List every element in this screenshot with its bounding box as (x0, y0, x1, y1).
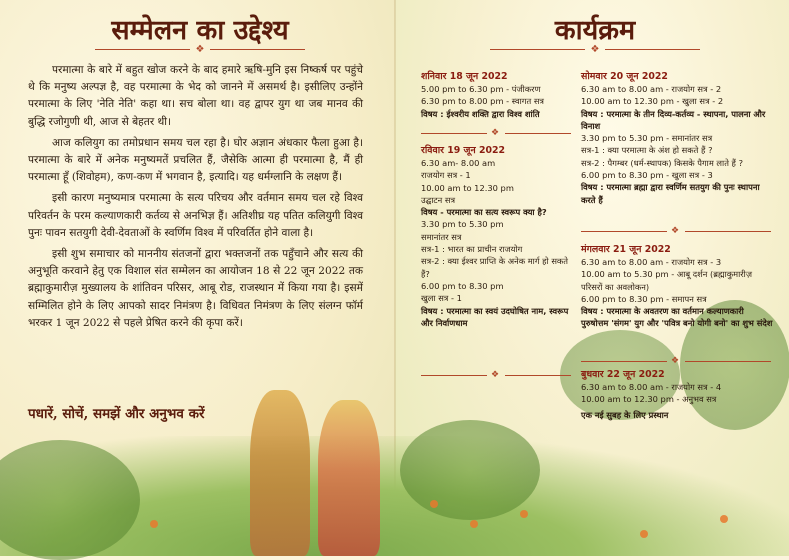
day-title: बुधवार 22 जून 2022 (581, 369, 665, 380)
schedule-column-1 (421, 70, 571, 120)
schedule-line: सत्र-2 : क्या ईश्वर प्राप्ति के अनेक मार्ग हो सकते हैं? (421, 256, 569, 279)
schedule-line: 10.00 am to 5.30 pm - आबू दर्शन (ब्रह्माकुमारीज़ परिसरों का अवलोकन) (581, 269, 752, 292)
session-theme: विषय : परमात्मा ब्रह्मा द्वारा स्वर्णिम सतयुग की पुनः स्थापना करते हैं (581, 182, 760, 205)
schedule-line: सत्र-1 : क्या परमात्मा के अंश हो सकते हैं ? (581, 145, 713, 156)
schedule-line: समानांतर सत्र (421, 231, 462, 242)
schedule-line: 5.00 pm to 6.30 pm - पंजीकरण (421, 84, 541, 94)
ornament-divider: ❖ (421, 372, 571, 380)
ornament-divider: ❖ (581, 358, 771, 366)
tree-decoration (400, 420, 540, 520)
ornament-divider: ❖ (421, 130, 571, 138)
session-theme: एक नई सुबह के लिए प्रस्थान (581, 409, 669, 420)
deity-figure-krishna (250, 390, 310, 556)
paragraph: परमात्मा के बारे में बहुत खोज करने के बाद हमारे ऋषि-मुनि इस निष्कर्ष पर पहुंचे थे कि मनुष्य अल्पज्ञ है, वह परमात्मा के भेद को जानने में असमर्थ है। इसीलिए उन्होंने परमात्मा के लिए 'नेति नेति' कहा था। सच बोला था। वह द्वापर युग था जब मानव की बुद्धि रजोगुणी थी, आज से बेहतर थी। (28, 64, 363, 128)
ornament-divider: ❖ (95, 45, 305, 55)
paragraph: इसी शुभ समाचार को माननीय संतजनों द्वारा भक्तजनों तक पहुँचाने और सत्य की अनुभूति करवाने हेतु एक विशाल संत सम्मेलन का आयोजन 18 से 22 जून 2022 तक ब्रह्माकुमारीज़ मुख्यालय के शांतिवन परिसर, आबू रोड, राजस्थान में किया गया है। इसमें सम्मिलित होने के लिए आपको सादर निमंत्रण है। विधिवत निमंत्रण के लिए संलग्न फॉर्म भरकर 1 जून 2022 से पहले प्रेषित करने की कृपा करें। (28, 248, 363, 329)
flower-decoration (470, 520, 478, 528)
day-block-saturday (421, 70, 571, 120)
day-title: मंगलवार 21 जून 2022 (581, 244, 671, 255)
schedule-line: सत्र-1 : भारत का प्राचीन राजयोग (421, 244, 523, 255)
session-theme: विषय : परमात्मा के अवतरण का वर्तमान कल्याणकारी पुरुषोत्तम 'संगम' युग और 'पवित्र बनो योगी बनो' का शुभ संदेश (581, 306, 773, 329)
schedule-line: सत्र-2 : पैगम्बर (धर्म-स्थापक) किसके पैगाम लाते हैं ? (581, 157, 744, 168)
page-title-right: कार्यक्रम (554, 15, 636, 46)
schedule-column-2c (581, 368, 773, 421)
schedule-line: 10.00 am to 12.30 pm - अनुभव सत्र (581, 394, 717, 405)
session-theme: विषय - परमात्मा का सत्य स्वरूप क्या है? (421, 207, 547, 218)
flower-decoration (520, 510, 528, 518)
deity-figure-radha (318, 400, 380, 556)
ornament-divider: ❖ (490, 45, 700, 55)
flower-decoration (150, 520, 158, 528)
tagline: पधारें, सोचें, समझें और अनुभव करें (28, 406, 205, 422)
schedule-column-2 (581, 70, 773, 206)
schedule-line: 6.00 pm to 8.30 pm - समापन सत्र (581, 293, 707, 304)
schedule-line: 3.30 pm to 5.30 pm - समानांतर सत्र (581, 133, 713, 144)
page-title-left: सम्मेलन का उद्देश्य (111, 15, 289, 46)
schedule-line: 10.00 am to 12.30 pm - खुला सत्र - 2 (581, 96, 724, 107)
day-block-sunday (421, 144, 571, 329)
day-block-monday (581, 70, 773, 206)
schedule-line: 10.00 am to 12.30 pm (421, 182, 514, 193)
schedule-column-2b (581, 243, 773, 330)
schedule-line: 3.30 pm to 5.30 pm (421, 219, 504, 230)
schedule-column-1b (421, 144, 571, 329)
schedule-line: 6.00 pm to 8.30 pm - खुला सत्र - 3 (581, 170, 713, 181)
schedule-line: 6.30 am to 8.00 am - राजयोग सत्र - 3 (581, 257, 722, 267)
schedule-line: 6.30 am to 8.00 am - राजयोग सत्र - 4 (581, 382, 722, 392)
schedule-line: 6.30 am- 8.00 am (421, 158, 496, 168)
session-theme: विषय : परमात्मा का स्वयं उदघोषित नाम, स्वरूप और निर्वाणधाम (421, 305, 569, 328)
purpose-text (28, 62, 363, 336)
paragraph: आज कलियुग का तमोप्रधान समय चल रहा है। घोर अज्ञान अंधकार फैला हुआ है। परमात्मा के बारे में अनेक मनुष्यमतें प्रचलित हैं, जैसेकि आत्मा ही परमात्मा है, मैं ही परमात्मा हूँ (शिवोहम), कण-कण में भगवान है, इत्यादि। यह धर्मग्लानि के लक्षण हैं। (28, 136, 363, 184)
day-block-wednesday (581, 368, 773, 421)
ornament-divider: ❖ (581, 228, 771, 236)
flower-decoration (430, 500, 438, 508)
schedule-line: उद्घाटन सत्र (421, 194, 456, 205)
paragraph: इसी कारण मनुष्यमात्र परमात्मा के सत्य परिचय और वर्तमान समय चल रहे विश्व परिवर्तन के परम कल्याणकारी कर्तव्य से अनभिज्ञ हैं। अतिशीघ्र यह पतित कलियुगी विश्व पुनः पावन सतयुगी देवी-देवताओं के स्वर्णिम विश्व में परिवर्तित होने वाला है। (28, 192, 363, 239)
day-block-tuesday (581, 243, 773, 330)
flower-decoration (640, 530, 648, 538)
day-title: सोमवार 20 जून 2022 (581, 71, 668, 82)
schedule-line: राजयोग सत्र - 1 (421, 170, 471, 181)
day-title: शनिवार 18 जून 2022 (421, 71, 508, 82)
schedule-line: 6.00 pm to 8.30 pm (421, 280, 504, 291)
flower-decoration (720, 515, 728, 523)
session-theme: विषय : ईश्वरीय शक्ति द्वारा विश्व शांति (421, 108, 540, 119)
session-theme: विषय : परमात्मा के तीन दिव्य-कर्तव्य - स्थापना, पालना और विनाश (581, 108, 766, 131)
schedule-line: 6.30 am to 8.00 am - राजयोग सत्र - 2 (581, 84, 722, 94)
schedule-line: खुला सत्र - 1 (421, 293, 462, 304)
day-title: रविवार 19 जून 2022 (421, 145, 506, 156)
schedule-line: 6.30 pm to 8.00 pm - स्वागत सत्र (421, 96, 545, 107)
